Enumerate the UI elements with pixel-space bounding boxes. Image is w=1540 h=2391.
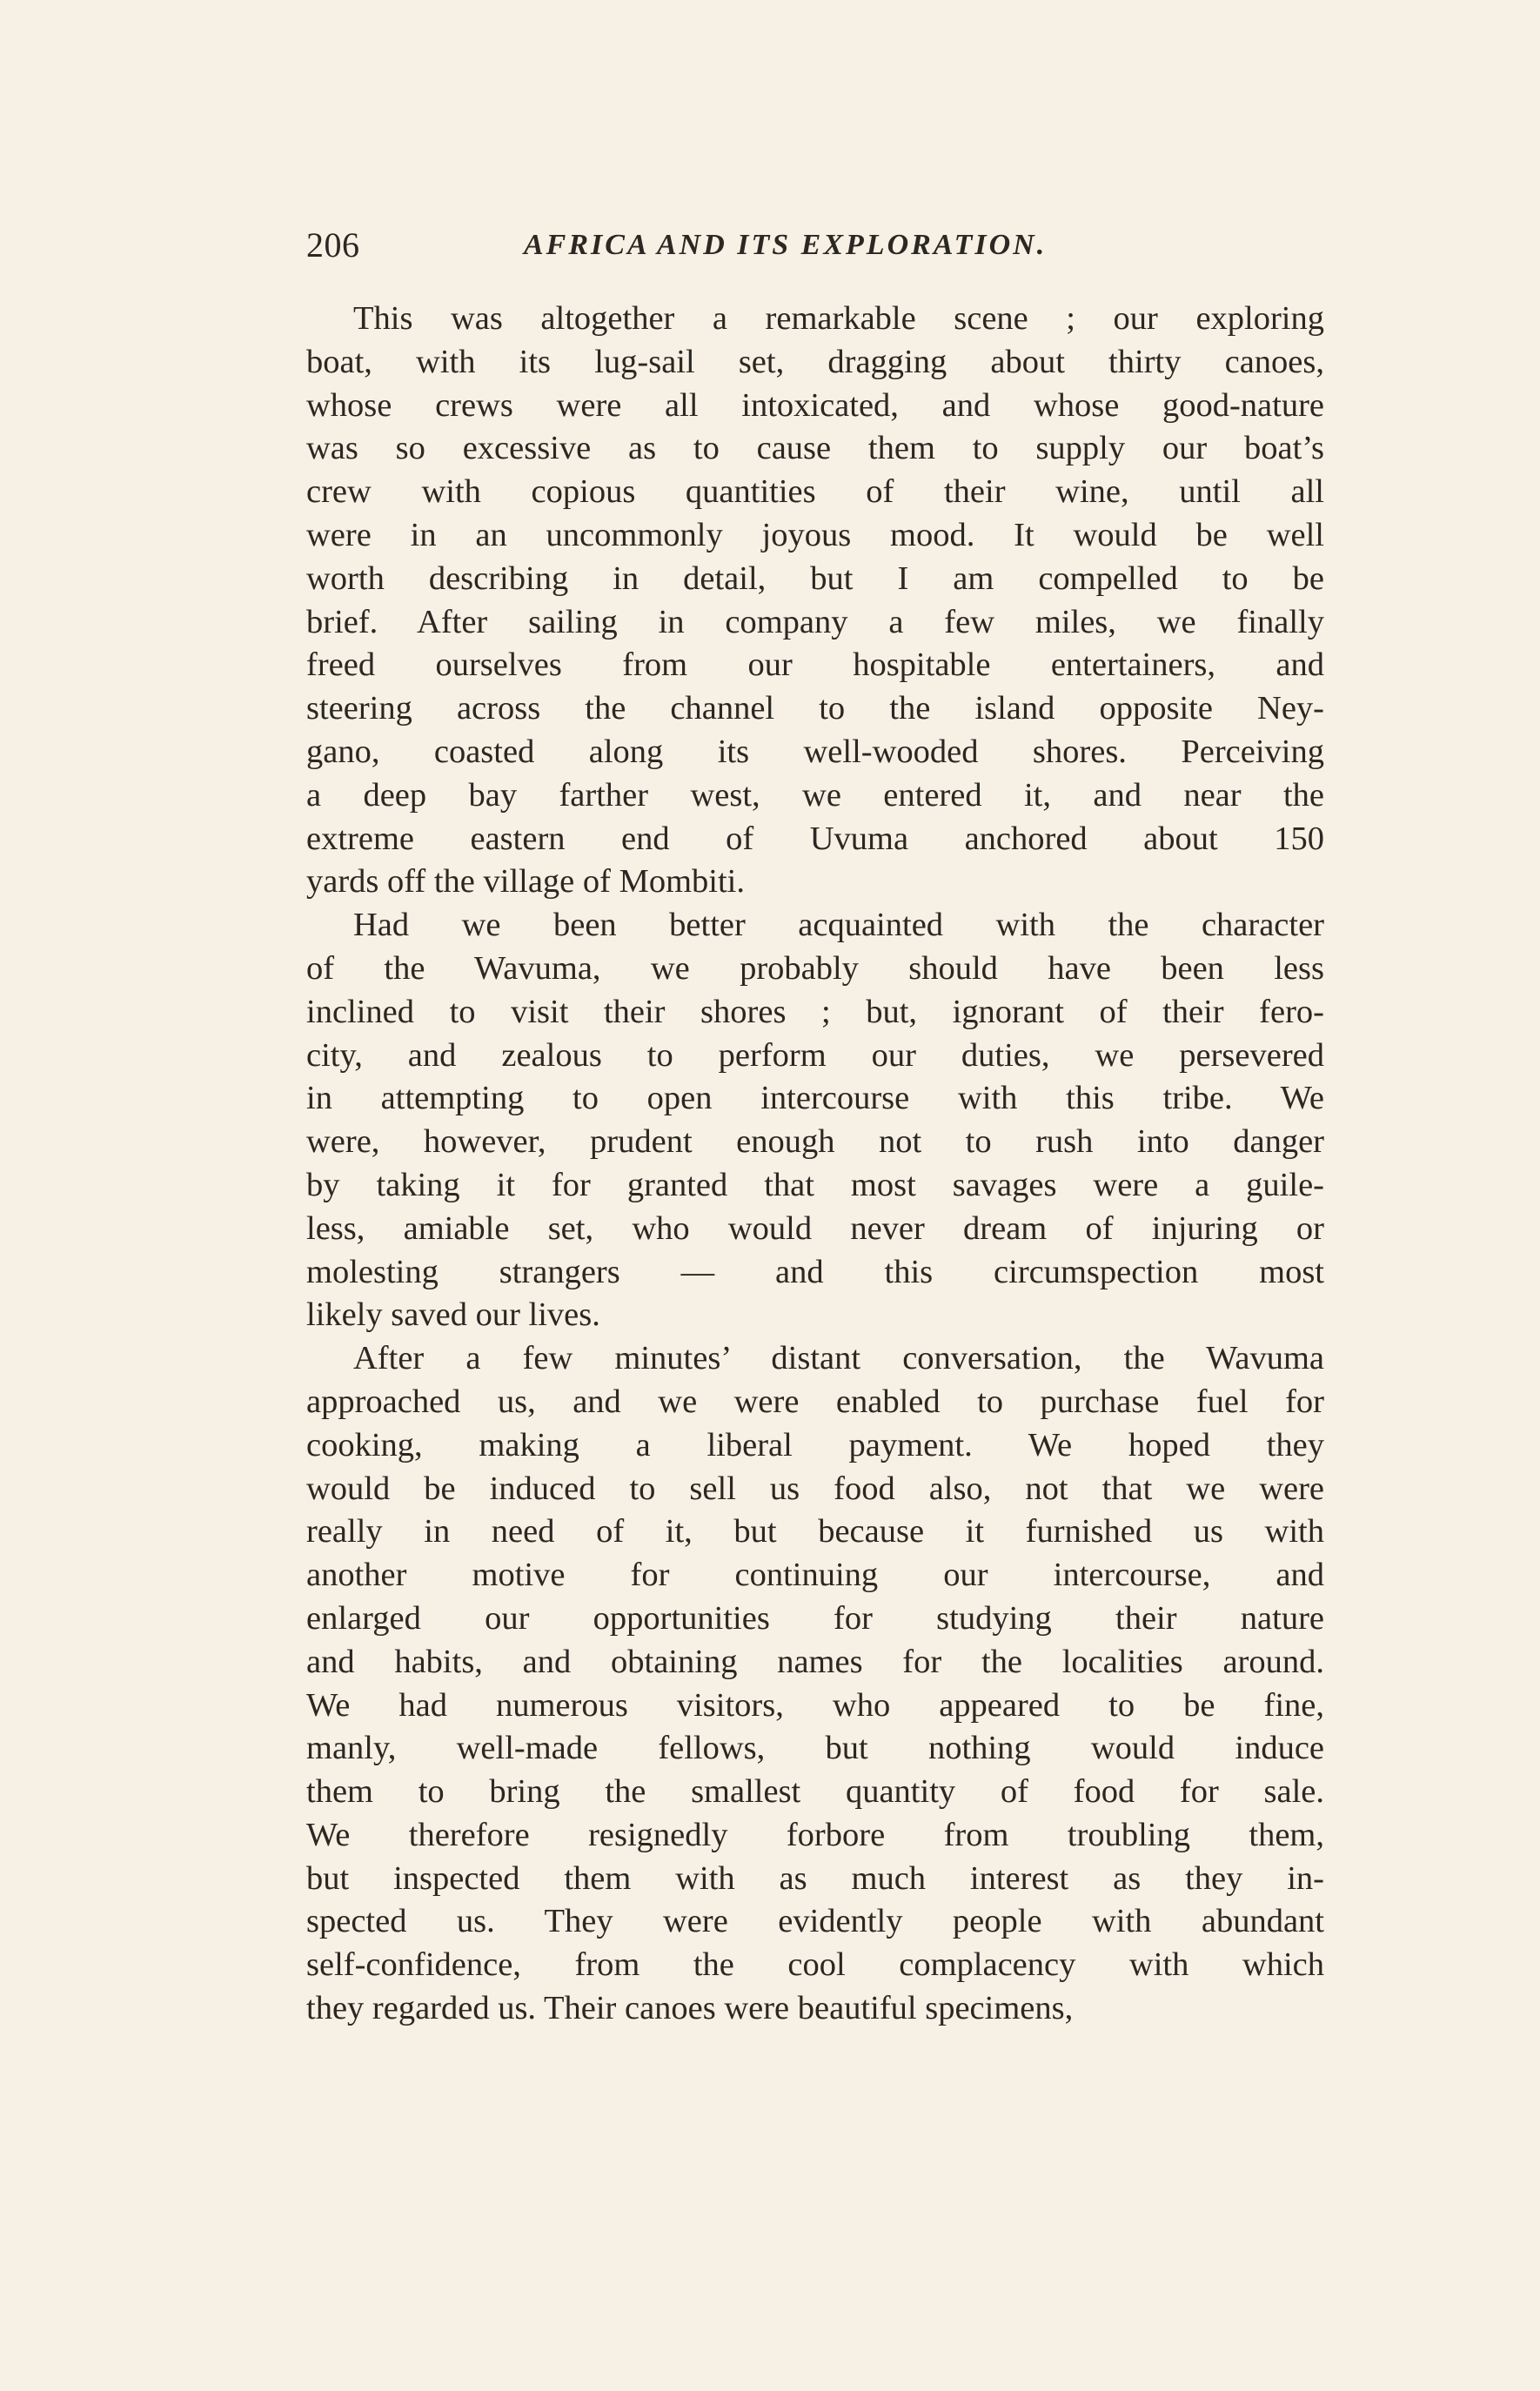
paragraph — [306, 1337, 1324, 2031]
text-line: molesting strangers — and this circumspection most — [306, 1253, 1324, 1290]
text-line: another motive for continuing our intercourse, and — [306, 1557, 1324, 1594]
text-line: steering across the channel to the island opposite Ney- — [306, 690, 1324, 727]
text-line: was so excessive as to cause them to supply our boat’s — [306, 430, 1324, 467]
text-line: but inspected them with as much interest as they in- — [306, 1859, 1324, 1897]
text-line: Had we been better acquainted with the character — [353, 907, 1324, 944]
text-line: crew with copious quantities of their wine, until all — [306, 473, 1324, 511]
paragraph — [306, 298, 1324, 904]
page-number: 206 — [306, 225, 360, 265]
text-line: freed ourselves from our hospitable entertainers, and — [306, 646, 1324, 684]
text-line: boat, with its lug-sail set, dragging about thirty canoes, — [306, 343, 1324, 380]
text-line: were, however, prudent enough not to rush into danger — [306, 1123, 1324, 1161]
running-title: AFRICA AND ITS EXPLORATION. — [524, 229, 1048, 261]
text-line: were in an uncommonly joyous mood. It would be well — [306, 516, 1324, 553]
text-line: approached us, and we were enabled to purchase fuel for — [306, 1383, 1324, 1420]
page-header — [306, 221, 1324, 270]
text-line: cooking, making a liberal payment. We hoped they — [306, 1426, 1324, 1463]
text-line: brief. After sailing in company a few miles, we finally — [306, 603, 1324, 640]
paragraph — [306, 904, 1324, 1337]
text-line: whose crews were all intoxicated, and whose good-nature — [306, 386, 1324, 424]
text-line: them to bring the smallest quantity of food for sale. — [306, 1773, 1324, 1811]
text-line: a deep bay farther west, we entered it, and near the — [306, 776, 1324, 814]
text-line: extreme eastern end of Uvuma anchored about 150 — [306, 820, 1324, 857]
text-line: in attempting to open intercourse with this tribe. We — [306, 1080, 1324, 1117]
text-line: inclined to visit their shores ; but, ignorant of their fero- — [306, 993, 1324, 1030]
text-line: enlarged our opportunities for studying their nature — [306, 1599, 1324, 1637]
text-line: manly, well-made fellows, but nothing would induce — [306, 1730, 1324, 1767]
text-line: gano, coasted along its well-wooded shores. Perceiving — [306, 733, 1324, 770]
text-line: likely saved our lives. — [306, 1296, 600, 1334]
text-line: yards off the village of Mombiti. — [306, 863, 745, 901]
text-line: and habits, and obtaining names for the localities around. — [306, 1643, 1324, 1680]
text-line: We had numerous visitors, who appeared to be fine, — [306, 1686, 1324, 1724]
text-line: they regarded us. Their canoes were beautiful specimens, — [306, 1990, 1074, 2027]
text-line: by taking it for granted that most savages were a guile- — [306, 1166, 1324, 1203]
text-line: worth describing in detail, but I am compelled to be — [306, 559, 1324, 597]
text-line: would be induced to sell us food also, not that we were — [306, 1470, 1324, 1507]
text-line: city, and zealous to perform our duties, we persevered — [306, 1036, 1324, 1074]
text-line: This was altogether a remarkable scene ; our exploring — [353, 300, 1324, 337]
text-line: really in need of it, but because it furnished us with — [306, 1513, 1324, 1550]
text-line: of the Wavuma, we probably should have been less — [306, 949, 1324, 987]
text-line: less, amiable set, who would never dream of injuring or — [306, 1209, 1324, 1247]
text-line: self-confidence, from the cool complacency with which — [306, 1946, 1324, 1984]
text-line: spected us. They were evidently people with abundant — [306, 1903, 1324, 1940]
body-text — [306, 298, 1324, 2031]
text-line: We therefore resignedly forbore from troubling them, — [306, 1816, 1324, 1853]
text-line: After a few minutes’ distant conversation, the Wavuma — [353, 1340, 1324, 1377]
